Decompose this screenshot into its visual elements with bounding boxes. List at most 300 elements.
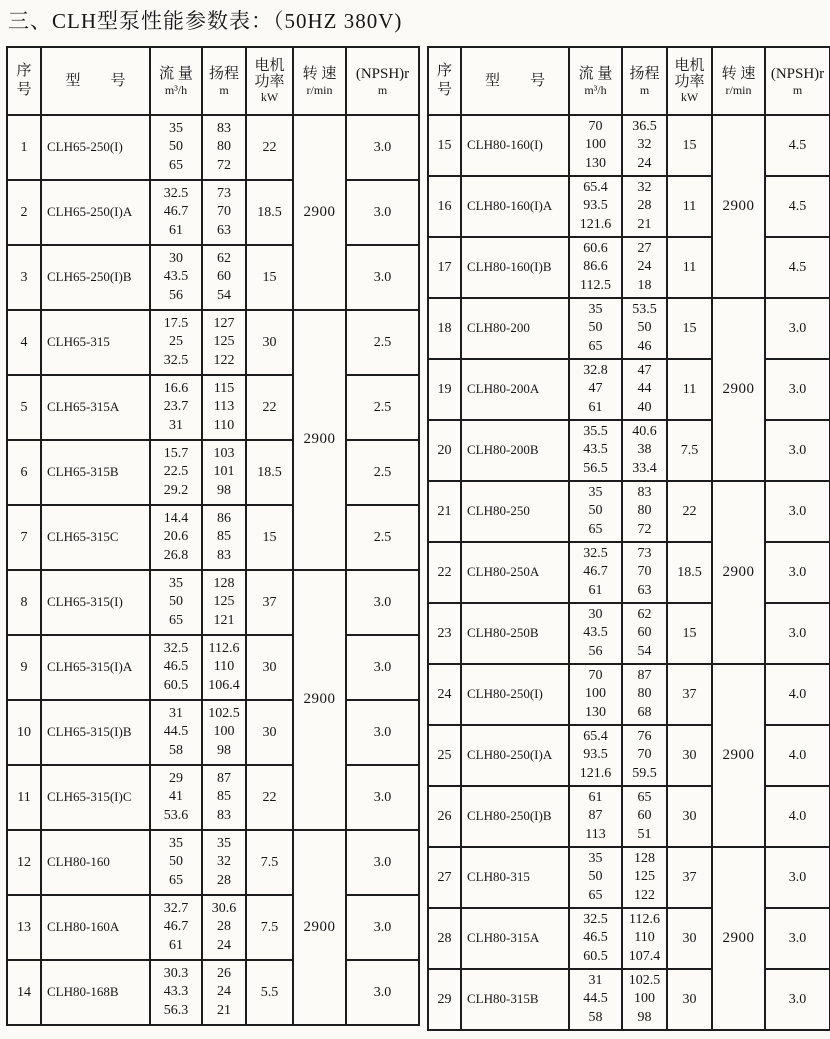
flow-cell-value: 65 xyxy=(169,612,183,628)
flow-cell-value: 112.5 xyxy=(580,277,611,293)
flow-cell-value: 46.7 xyxy=(163,919,189,935)
power-cell: 5.5 xyxy=(246,960,293,1025)
table-row xyxy=(7,245,419,310)
npsh-cell: 3.0 xyxy=(346,830,419,895)
pump-table-left xyxy=(6,46,420,1026)
flow-cell xyxy=(569,237,622,298)
flow-cell xyxy=(569,725,622,786)
flow-cell xyxy=(569,786,622,847)
head-cell-value: 51 xyxy=(637,826,652,842)
seq-cell: 13 xyxy=(7,895,41,960)
npsh-cell: 4.0 xyxy=(765,725,830,786)
flow-cell-value: 65 xyxy=(588,338,603,354)
flow-cell-value: 15.7 xyxy=(163,446,189,462)
npsh-cell: 3.0 xyxy=(346,180,419,245)
flow-cell-value: 100 xyxy=(585,686,606,702)
flow-cell-value: 16.6 xyxy=(163,381,189,397)
flow-cell-value: 35 xyxy=(588,851,603,867)
flow-cell xyxy=(150,700,202,765)
head-cell-value: 112.6 xyxy=(208,641,240,657)
head-cell-value: 24 xyxy=(217,984,231,1000)
flow-cell-value: 23.7 xyxy=(163,399,189,415)
head-cell-value: 28 xyxy=(217,872,231,888)
power-cell: 30 xyxy=(667,908,712,969)
flow-cell xyxy=(569,298,622,359)
head-cell-value: 62 xyxy=(637,607,652,623)
flow-cell xyxy=(150,375,202,440)
npsh-cell: 2.5 xyxy=(346,440,419,505)
head-cell xyxy=(202,375,246,440)
flow-cell-value: 56.3 xyxy=(163,1002,189,1018)
model-cell: CLH80-250A xyxy=(461,542,569,603)
flow-cell xyxy=(150,245,202,310)
flow-cell-value: 130 xyxy=(585,704,606,720)
head-cell xyxy=(202,635,246,700)
flow-cell xyxy=(150,895,202,960)
table-row xyxy=(428,908,830,969)
head-cell xyxy=(202,505,246,570)
flow-cell-value: 46.5 xyxy=(583,930,608,946)
flow-cell-value: 35.5 xyxy=(583,424,608,440)
head-cell-value: 59.5 xyxy=(632,765,657,781)
seq-cell: 11 xyxy=(7,765,41,830)
table-row xyxy=(7,830,419,895)
col-header-speed: 转 速 r/min xyxy=(293,47,346,115)
flow-cell xyxy=(150,765,202,830)
table-row xyxy=(428,115,830,176)
npsh-cell: 2.5 xyxy=(346,310,419,375)
flow-cell-value: 60.6 xyxy=(583,241,608,257)
npsh-cell: 3.0 xyxy=(346,765,419,830)
model-cell: CLH65-315C xyxy=(41,505,150,570)
flow-cell xyxy=(569,664,622,725)
flow-cell-value: 47 xyxy=(588,381,603,397)
head-cell-value: 125 xyxy=(213,334,235,350)
speed-cell: 2900 xyxy=(712,298,765,481)
speed-cell: 2900 xyxy=(293,115,346,310)
head-cell-value: 63 xyxy=(217,222,231,238)
power-cell: 7.5 xyxy=(246,895,293,960)
head-cell-value: 85 xyxy=(217,789,231,805)
npsh-cell: 2.5 xyxy=(346,505,419,570)
head-cell-value: 24 xyxy=(637,259,652,275)
head-cell-value: 60 xyxy=(637,808,652,824)
flow-cell-value: 35 xyxy=(588,302,603,318)
model-cell: CLH65-250(I) xyxy=(41,115,150,180)
power-cell: 30 xyxy=(246,700,293,765)
seq-cell: 12 xyxy=(7,830,41,895)
flow-cell-value: 50 xyxy=(169,139,183,155)
power-cell: 22 xyxy=(667,481,712,542)
table-row xyxy=(7,505,419,570)
model-cell: CLH80-250(I)B xyxy=(461,786,569,847)
head-cell xyxy=(202,960,246,1025)
col-header-head: 扬程 m xyxy=(622,47,667,115)
head-cell-value: 87 xyxy=(217,771,231,787)
table-row xyxy=(428,603,830,664)
speed-cell: 2900 xyxy=(712,115,765,298)
col-header-flow: 流 量 m³/h xyxy=(150,47,202,115)
flow-cell xyxy=(150,440,202,505)
flow-cell-value: 56.5 xyxy=(583,460,608,476)
flow-cell-value: 65 xyxy=(169,157,183,173)
model-cell: CLH80-315A xyxy=(461,908,569,969)
head-cell-value: 38 xyxy=(637,442,652,458)
head-cell-value: 68 xyxy=(637,704,652,720)
head-cell-value: 102.5 xyxy=(208,706,240,722)
flow-cell-value: 30 xyxy=(588,607,603,623)
head-cell-value: 28 xyxy=(217,919,231,935)
head-cell xyxy=(202,180,246,245)
head-cell xyxy=(622,969,667,1030)
flow-cell xyxy=(569,359,622,420)
head-cell-value: 21 xyxy=(637,216,652,232)
head-cell-value: 122 xyxy=(213,352,235,368)
npsh-cell: 3.0 xyxy=(346,895,419,960)
head-cell-value: 72 xyxy=(637,521,652,537)
head-cell-value: 121 xyxy=(213,612,235,628)
flow-cell-value: 29.2 xyxy=(163,482,189,498)
npsh-cell: 3.0 xyxy=(765,969,830,1030)
npsh-cell: 3.0 xyxy=(346,960,419,1025)
head-cell-value: 128 xyxy=(634,851,655,867)
head-cell xyxy=(622,481,667,542)
npsh-cell: 3.0 xyxy=(765,298,830,359)
flow-cell xyxy=(569,420,622,481)
flow-cell-value: 32.5 xyxy=(163,352,189,368)
seq-cell: 10 xyxy=(7,700,41,765)
head-cell xyxy=(622,725,667,786)
flow-cell-value: 56 xyxy=(588,643,603,659)
table-row xyxy=(428,786,830,847)
table-row xyxy=(7,570,419,635)
head-cell xyxy=(202,570,246,635)
npsh-cell: 4.0 xyxy=(765,786,830,847)
power-cell: 37 xyxy=(246,570,293,635)
seq-cell: 7 xyxy=(7,505,41,570)
head-cell-value: 54 xyxy=(217,287,231,303)
head-cell-value: 83 xyxy=(217,121,231,137)
head-cell xyxy=(202,700,246,765)
model-cell: CLH65-250(I)B xyxy=(41,245,150,310)
flow-cell-value: 29 xyxy=(169,771,183,787)
flow-cell xyxy=(150,570,202,635)
npsh-cell: 2.5 xyxy=(346,375,419,440)
flow-cell xyxy=(150,115,202,180)
flow-cell-value: 56 xyxy=(169,287,183,303)
head-cell xyxy=(622,908,667,969)
flow-cell-value: 60.5 xyxy=(163,677,189,693)
head-cell-value: 60 xyxy=(637,625,652,641)
npsh-cell: 3.0 xyxy=(765,359,830,420)
flow-cell-value: 60.5 xyxy=(583,948,608,964)
power-cell: 18.5 xyxy=(246,180,293,245)
table-row xyxy=(428,725,830,786)
head-cell-value: 30.6 xyxy=(211,901,237,917)
npsh-cell: 3.0 xyxy=(765,908,830,969)
seq-cell: 2 xyxy=(7,180,41,245)
flow-cell-value: 32.5 xyxy=(583,912,608,928)
speed-cell: 2900 xyxy=(293,310,346,570)
col-header-seq: 序号 xyxy=(7,47,41,115)
flow-cell-value: 65 xyxy=(588,521,603,537)
seq-cell: 27 xyxy=(428,847,461,908)
power-cell: 11 xyxy=(667,237,712,298)
flow-cell-value: 50 xyxy=(169,594,183,610)
flow-cell-value: 32.5 xyxy=(163,186,189,202)
col-header-head: 扬程 m xyxy=(202,47,246,115)
table-row xyxy=(7,700,419,765)
head-cell-value: 36.5 xyxy=(632,119,657,135)
model-cell: CLH80-250 xyxy=(461,481,569,542)
flow-cell-value: 41 xyxy=(169,789,183,805)
head-cell-value: 70 xyxy=(637,747,652,763)
seq-cell: 23 xyxy=(428,603,461,664)
flow-cell-value: 65 xyxy=(169,872,183,888)
head-cell xyxy=(622,420,667,481)
npsh-cell: 3.0 xyxy=(765,542,830,603)
head-cell-value: 127 xyxy=(213,316,235,332)
flow-cell-value: 31 xyxy=(169,417,183,433)
seq-cell: 17 xyxy=(428,237,461,298)
model-cell: CLH80-250B xyxy=(461,603,569,664)
head-cell-value: 32 xyxy=(217,854,231,870)
head-cell-value: 106.4 xyxy=(208,677,240,693)
head-cell-value: 113 xyxy=(213,399,235,415)
head-cell xyxy=(202,115,246,180)
power-cell: 15 xyxy=(667,115,712,176)
head-cell-value: 98 xyxy=(637,1009,652,1025)
head-cell-value: 80 xyxy=(217,139,231,155)
head-cell-value: 107.4 xyxy=(628,948,661,964)
head-cell-value: 110 xyxy=(213,417,235,433)
col-header-npsh: (NPSH)r m xyxy=(346,47,419,115)
power-cell: 18.5 xyxy=(246,440,293,505)
head-cell xyxy=(622,542,667,603)
col-header-model: 型 号 xyxy=(461,47,569,115)
model-cell: CLH80-160A xyxy=(41,895,150,960)
head-cell xyxy=(622,237,667,298)
head-cell-value: 101 xyxy=(213,464,235,480)
head-cell xyxy=(202,310,246,375)
power-cell: 30 xyxy=(667,969,712,1030)
flow-cell-value: 32.5 xyxy=(163,641,189,657)
head-cell-value: 86 xyxy=(217,511,231,527)
power-cell: 37 xyxy=(667,847,712,908)
head-cell-value: 21 xyxy=(217,1002,231,1018)
flow-cell-value: 65.4 xyxy=(583,729,608,745)
pump-table-right xyxy=(427,46,830,1031)
head-cell-value: 98 xyxy=(217,742,231,758)
flow-cell-value: 65.4 xyxy=(583,180,608,196)
power-cell: 22 xyxy=(246,375,293,440)
head-cell xyxy=(622,115,667,176)
seq-cell: 16 xyxy=(428,176,461,237)
flow-cell-value: 32.8 xyxy=(583,363,608,379)
model-cell: CLH80-160 xyxy=(41,830,150,895)
seq-cell: 4 xyxy=(7,310,41,375)
seq-cell: 5 xyxy=(7,375,41,440)
flow-cell xyxy=(150,180,202,245)
head-cell-value: 70 xyxy=(637,564,652,580)
flow-cell-value: 61 xyxy=(588,790,603,806)
table-row xyxy=(428,847,830,908)
head-cell-value: 103 xyxy=(213,446,235,462)
flow-cell-value: 61 xyxy=(169,222,183,238)
flow-cell-value: 53.6 xyxy=(163,807,189,823)
model-cell: CLH80-250(I) xyxy=(461,664,569,725)
model-cell: CLH65-315(I)A xyxy=(41,635,150,700)
speed-cell: 2900 xyxy=(712,481,765,664)
flow-cell-value: 44.5 xyxy=(583,991,608,1007)
flow-cell-value: 93.5 xyxy=(583,198,608,214)
head-cell-value: 115 xyxy=(213,381,235,397)
flow-cell-value: 121.6 xyxy=(579,765,612,781)
model-cell: CLH65-315 xyxy=(41,310,150,375)
head-cell-value: 70 xyxy=(217,204,231,220)
head-cell-value: 27 xyxy=(637,241,652,257)
flow-cell xyxy=(150,310,202,375)
table-row xyxy=(7,895,419,960)
npsh-cell: 3.0 xyxy=(765,603,830,664)
seq-cell: 6 xyxy=(7,440,41,505)
head-cell-value: 98 xyxy=(217,482,231,498)
head-cell-value: 60 xyxy=(217,269,231,285)
flow-cell xyxy=(569,847,622,908)
npsh-cell: 3.0 xyxy=(346,115,419,180)
flow-cell-value: 35 xyxy=(588,485,603,501)
npsh-cell: 4.5 xyxy=(765,237,830,298)
tables-container xyxy=(6,46,830,1031)
flow-cell-value: 65 xyxy=(588,887,603,903)
power-cell: 11 xyxy=(667,176,712,237)
power-cell: 18.5 xyxy=(667,542,712,603)
flow-cell-value: 86.6 xyxy=(583,259,608,275)
flow-cell xyxy=(150,505,202,570)
flow-cell-value: 30.3 xyxy=(163,966,189,982)
flow-cell-value: 113 xyxy=(585,826,606,842)
seq-cell: 25 xyxy=(428,725,461,786)
flow-cell xyxy=(569,603,622,664)
table-row xyxy=(428,176,830,237)
head-cell xyxy=(622,664,667,725)
npsh-cell: 4.5 xyxy=(765,176,830,237)
seq-cell: 29 xyxy=(428,969,461,1030)
flow-cell-value: 70 xyxy=(588,668,603,684)
power-cell: 22 xyxy=(246,765,293,830)
flow-cell-value: 35 xyxy=(169,836,183,852)
model-cell: CLH65-315(I) xyxy=(41,570,150,635)
flow-cell-value: 22.5 xyxy=(163,464,189,480)
head-cell xyxy=(622,786,667,847)
flow-cell-value: 31 xyxy=(588,973,603,989)
seq-cell: 18 xyxy=(428,298,461,359)
power-cell: 30 xyxy=(667,725,712,786)
flow-cell xyxy=(569,481,622,542)
flow-cell-value: 61 xyxy=(169,937,183,953)
power-cell: 30 xyxy=(246,635,293,700)
flow-cell-value: 50 xyxy=(588,320,603,336)
flow-cell-value: 35 xyxy=(169,576,183,592)
col-header-flow: 流 量 m³/h xyxy=(569,47,622,115)
flow-cell-value: 46.7 xyxy=(163,204,189,220)
seq-cell: 21 xyxy=(428,481,461,542)
table-row xyxy=(7,960,419,1025)
model-cell: CLH65-315(I)B xyxy=(41,700,150,765)
head-cell-value: 80 xyxy=(637,503,652,519)
col-header-seq: 序号 xyxy=(428,47,461,115)
flow-cell-value: 17.5 xyxy=(163,316,189,332)
head-cell-value: 100 xyxy=(213,724,235,740)
head-cell-value: 50 xyxy=(637,320,652,336)
speed-cell: 2900 xyxy=(293,570,346,830)
head-cell-value: 24 xyxy=(217,937,231,953)
head-cell-value: 65 xyxy=(637,790,652,806)
flow-cell-value: 32.5 xyxy=(583,546,608,562)
flow-cell-value: 58 xyxy=(169,742,183,758)
head-cell-value: 26 xyxy=(217,966,231,982)
head-cell-value: 53.5 xyxy=(632,302,657,318)
col-header-power: 电机功率 kW xyxy=(246,47,293,115)
head-cell-value: 83 xyxy=(217,547,231,563)
model-cell: CLH80-168B xyxy=(41,960,150,1025)
col-header-speed: 转 速 r/min xyxy=(712,47,765,115)
speed-cell: 2900 xyxy=(712,847,765,1030)
head-cell-value: 125 xyxy=(634,869,655,885)
flow-cell-value: 130 xyxy=(585,155,606,171)
power-cell: 7.5 xyxy=(667,420,712,481)
flow-cell-value: 43.5 xyxy=(583,442,608,458)
table-row xyxy=(7,310,419,375)
flow-cell-value: 100 xyxy=(585,137,606,153)
speed-cell: 2900 xyxy=(712,664,765,847)
table-row xyxy=(7,440,419,505)
table-row xyxy=(428,969,830,1030)
model-cell: CLH80-200 xyxy=(461,298,569,359)
head-cell xyxy=(202,895,246,960)
flow-cell xyxy=(150,960,202,1025)
model-cell: CLH80-315 xyxy=(461,847,569,908)
table-row xyxy=(7,765,419,830)
seq-cell: 9 xyxy=(7,635,41,700)
head-cell-value: 73 xyxy=(637,546,652,562)
npsh-cell: 3.0 xyxy=(346,700,419,765)
head-cell-value: 110 xyxy=(634,930,655,946)
head-cell-value: 87 xyxy=(637,668,652,684)
flow-cell-value: 20.6 xyxy=(163,529,189,545)
col-header-power: 电机功率 kW xyxy=(667,47,712,115)
flow-cell xyxy=(150,635,202,700)
head-cell-value: 73 xyxy=(217,186,231,202)
head-cell-value: 122 xyxy=(634,887,655,903)
model-cell: CLH80-160(I)B xyxy=(461,237,569,298)
head-cell-value: 32 xyxy=(637,180,652,196)
flow-cell-value: 46.5 xyxy=(163,659,189,675)
power-cell: 15 xyxy=(667,298,712,359)
head-cell-value: 35 xyxy=(217,836,231,852)
seq-cell: 19 xyxy=(428,359,461,420)
model-cell: CLH80-160(I) xyxy=(461,115,569,176)
flow-cell xyxy=(569,542,622,603)
power-cell: 22 xyxy=(246,115,293,180)
power-cell: 30 xyxy=(667,786,712,847)
head-cell-value: 80 xyxy=(637,686,652,702)
power-cell: 30 xyxy=(246,310,293,375)
flow-cell-value: 87 xyxy=(588,808,603,824)
npsh-cell: 3.0 xyxy=(765,420,830,481)
head-cell-value: 72 xyxy=(217,157,231,173)
npsh-cell: 3.0 xyxy=(346,570,419,635)
